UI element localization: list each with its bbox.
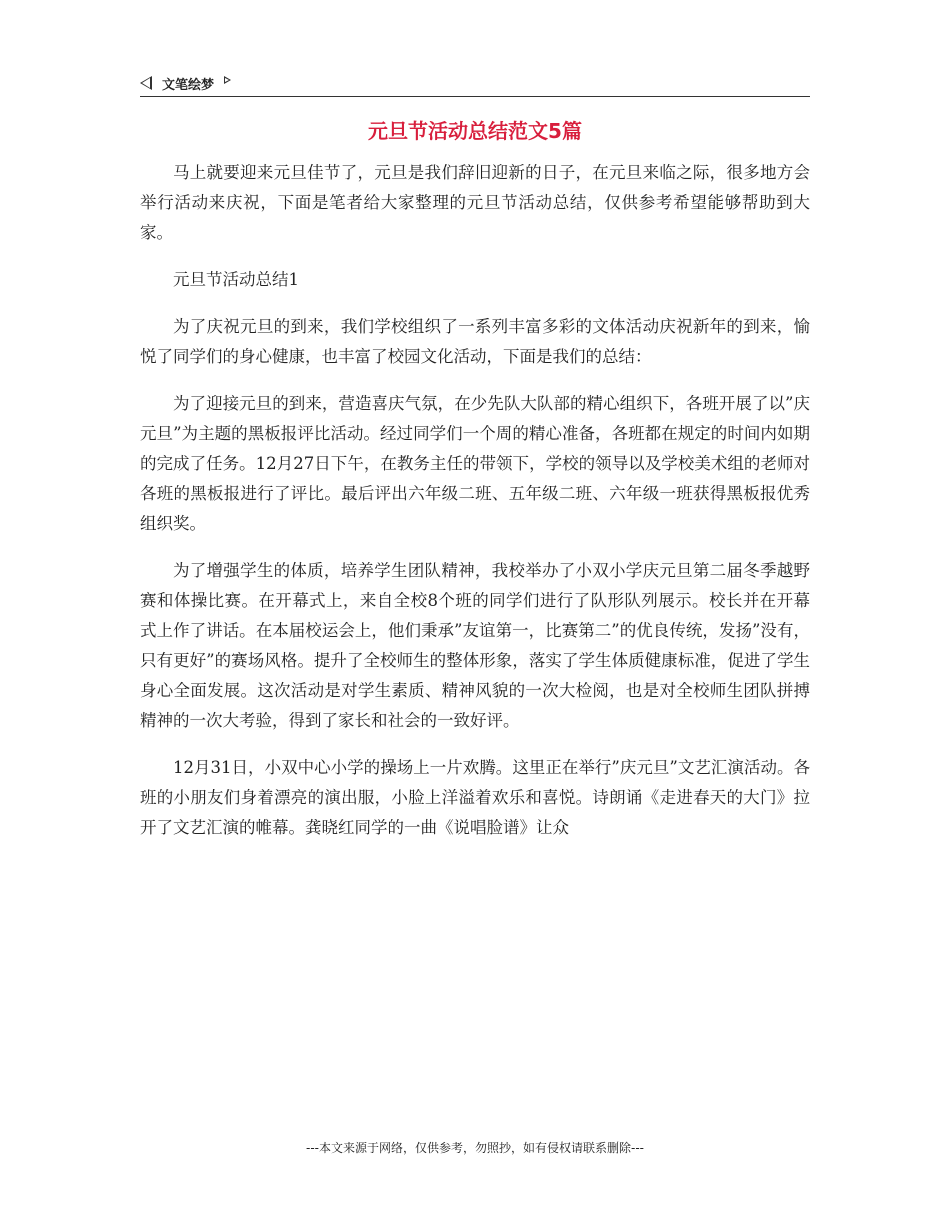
document-title: 元旦节活动总结范文5篇 <box>368 119 582 143</box>
intro-paragraph: 马上就要迎来元旦佳节了，元旦是我们辞旧迎新的日子，在元旦来临之际，很多地方会举行活动来庆祝，下面是笔者给大家整理的元旦节活动总结，仅供参考希望能够帮助到大家。 <box>140 163 810 242</box>
body-paragraph: 12月31日，小双中心小学的操场上一片欢腾。这里正在举行”庆元旦”文艺汇演活动。各班的小朋友们身着漂亮的演出服，小脸上洋溢着欢乐和喜悦。诗朗诵《走进春天的大门》拉开了文艺汇演的帷幕。龚晓红同学的一曲《说唱脸谱》让众 <box>140 758 810 837</box>
triangle-left-outline-icon <box>140 76 152 90</box>
page-header <box>140 70 810 97</box>
page-footer: ---本文来源于网络，仅供参考，勿照抄，如有侵权请联系删除--- <box>306 1141 644 1155</box>
body-paragraph: 为了庆祝元旦的到来，我们学校组织了一系列丰富多彩的文体活动庆祝新年的到来，愉悦了同学们的身心健康，也丰富了校园文化活动，下面是我们的总结： <box>140 317 810 366</box>
triangle-right-outline-icon <box>224 76 231 84</box>
body-paragraph: 为了迎接元旦的到来，营造喜庆气氛，在少先队大队部的精心组织下，各班开展了以”庆元旦”为主题的黑板报评比活动。经过同学们一个周的精心准备，各班都在规定的时间内如期的完成了任务。12月27日下午，在教务主任的带领下，学校的领导以及学校美术组的老师对各班的黑板报进行了评比。最后评出六年级二班、五年级二班、六年级一班获得黑板报优秀组织奖。 <box>140 394 810 533</box>
section-heading: 元旦节活动总结1 <box>173 270 299 289</box>
document-body <box>140 158 810 860</box>
body-paragraph: 为了增强学生的体质，培养学生团队精神，我校举办了小双小学庆元旦第二届冬季越野赛和体操比赛。在开幕式上，来自全校8个班的同学们进行了队形队列展示。校长并在开幕式上作了讲话。在本届校运会上，他们秉承”友谊第一，比赛第二”的优良传统，发扬”没有，只有更好”的赛场风格。提升了全校师生的整体形象，落实了学生体质健康标准，促进了学生身心全面发展。这次活动是对学生素质、精神风貌的一次大检阅，也是对全校师生团队拼搏精神的一次大考验，得到了家长和社会的一致好评。 <box>140 561 810 730</box>
brand-name: 文笔绘梦 <box>162 77 215 93</box>
